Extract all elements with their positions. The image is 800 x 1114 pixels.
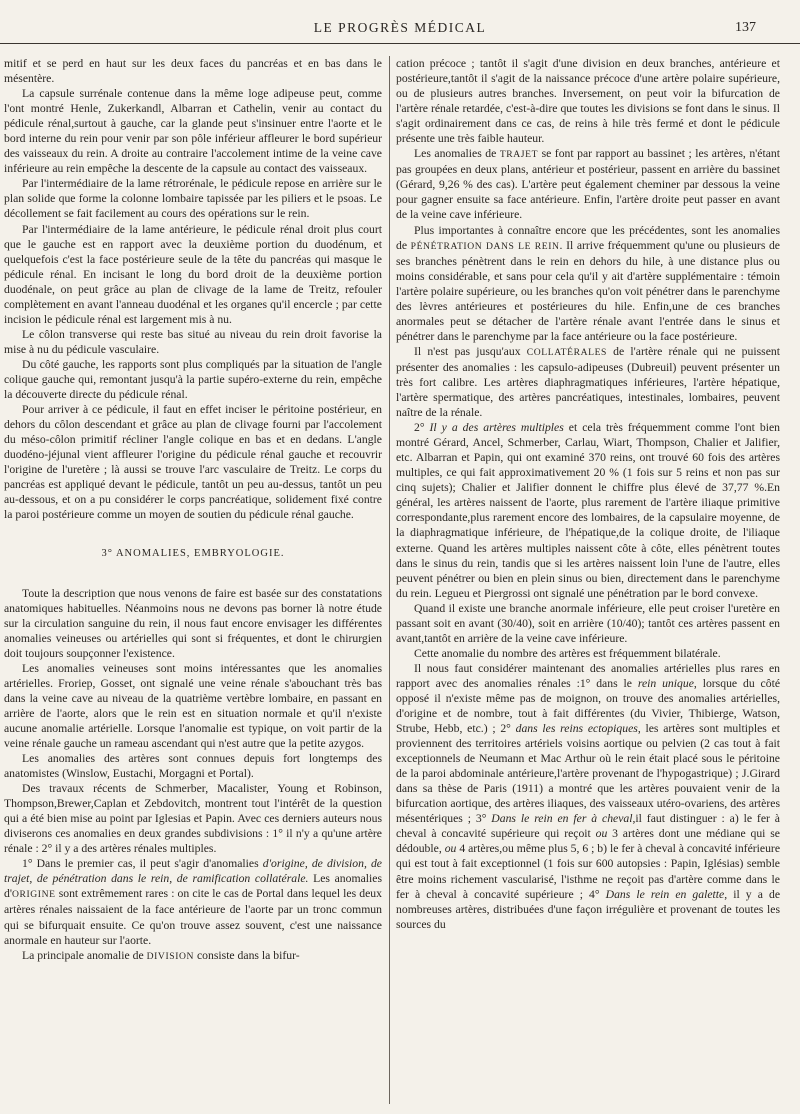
text-run: . Il arrive fréquemment qu'une ou plusieurs de ses branches pénètrent dans le rein en dehors du hile, à une distance plus ou moins considérable, et sans pour cela qu'il y ait d'artère supplémentaire : témoin l'artère polaire supérieure, ou les branches qu'on voit pénétrer dans le parenchyme des lèvres antérieures et postérieures du hile. Enfin,une de ces branches anormales peut se détacher de l'artère rénale avant l'entrée dans le sinus et pénétrer dans le parenchyme par la face antérieure ou la face postérieure. [396,238,780,343]
text-run: Il nous faut considérer maintenant des anomalies artérielles plus rares en rapport avec des anomalies rénales :1° dans le [396,661,780,690]
text-run: 2° [414,421,430,435]
small-caps-run: PÉNÉTRATION DANS LE REIN [410,240,560,252]
paragraph [396,661,780,932]
text-run: , lorsque du côté opposé il n'existe même pas de moignon, on trouve des anomalies artérielles, d'origine et de nombre, tout à fait différentes (du Vivier, Thibierge, Watson, Strube, Hebb, etc.) ; 2° [396,676,780,736]
paragraph: Toute la description que nous venons de faire est basée sur des constatations anatomiques habituelles. Néanmoins nous ne devons pas borner là notre étude sur la circulation sanguine du rein, il nous faut encore envisager les différentes anomalies veineuses ou artérielles qui sont si fréquentes, et dont le chirurgien doit toujours soupçonner l'existence. [4,586,382,660]
paragraph: Cette anomalie du nombre des artères est fréquemment bilatérale. [414,646,721,660]
small-caps-run: DIVISION [146,950,195,962]
paragraph [396,146,780,222]
small-caps-run: ORIGINE [11,889,56,901]
paragraph: Par l'intermédiaire de la lame antérieure, le pédicule rénal droit plus court que le gauche est en rapport avec la deuxième portion du duodénum, et quelquefois c'est la face postérieure seule de la tête du pancréas qui masque le pédicule rénal. En incisant le long du bord droit de la deuxième portion duodénale, on peut grâce au plan de clivage de la lame de Treitz, refouler complètement en avant l'anneau duodénal et les organes qu'il encercle ; par cette incision le pédicule rénal est largement mis à nu. [4,222,382,326]
text-run: Les anomalies de [414,147,500,161]
paragraph: Le côlon transverse qui reste bas situé au niveau du rein droit favorise la mise à nu du pédicule vasculaire. [4,327,382,356]
small-caps-run: TRAJET [499,149,539,161]
italic-run: Il y a des artères multiples [429,421,564,435]
italic-run: rein unique [637,676,694,690]
text-run: Plus importantes à connaître encore que les précédentes, sont les anomalies de [396,223,780,252]
paragraph: Par l'intermédiaire de la lame rétrorénale, le pédicule repose en arrière sur le plan solide que forme la colonne lombaire tapissée par les piliers et le psoas. Le décollement se fait facilement au cours des opérations sur le rein. [4,177,382,221]
journal-title: LE PROGRÈS MÉDICAL [313,20,487,35]
italic-run: dans les reins ectopiques [515,722,638,736]
small-caps-run: COLLATÉRALES [526,346,607,358]
italic-run: d'origine, de division, de trajet, de pénétration dans le rein, de ramification collatérale. [4,857,382,886]
paragraph [4,948,382,964]
text-run: de l'artère rénale qui ne puissent présenter des anomalies : les capsulo-adipeuses (Dubreuil) peuvent présenter un très fort calibre. Les artères diaphragmatiques inférieures, l'artère hépatique, l'artère spermatique, des artères pancréatiques, intestinales, lombaires, peuvent naître de la rénale. [396,344,780,420]
paragraph: Des travaux récents de Schmerber, Macalister, Young et Robinson, Thompson,Brewer,Caplan et Zebdovitch, montrent tout l'intérêt de la question qui a été bien mise au point par Iglesias et Papin. Avec ces derniers auteurs nous diviserons ces anomalies en deux grandes subdivisions : 1° il n'y a qu'une artère rénale : 2° il y a des artères rénales multiples. [4,782,382,856]
text-run: , il y a de nombreuses artères, distribuées d'une façon irrégulière et provenant de toutes les sources du [396,887,780,931]
text-run: , les artères sont multiples et proviennent des territoires artériels voisins aortique ou pelvien (2 cas tout à fait exceptionnels de Neumann et Mac Arthur où le rein était placé sous le péritoine de la paroi abdominale antérieure,l'artère provenant de l'hypogastrique) ; J.Girard dans sa thèse de Paris (1911) a montré que les artères pouvaient venir de la bifurcation aortique, des artères iliaques, des vaisseaux utéro-ovariens, des artères mésentériques ; 3° [396,722,780,826]
text-run: Les anomalies d' [4,872,382,901]
italic-run: ou [444,842,457,856]
column-separator [389,56,390,1104]
paragraph: Pour arriver à ce pédicule, il faut en effet inciser le péritoine postérieur, en dehors du côlon descendant et grâce au plan de clivage fourni par l'accolement du méso-côlon primitif récliner l'angle colique en bas et en dedans. L'angle duodéno-jéjunal vient affleurer l'origine du pédicule rénal gauche et recouvrir l'origine de l'uretère ; là aussi se trouve l'arc vasculaire de Treitz. Le corps du pancréas est appliqué devant le pédicule, tantôt un peu au-dessus, tantôt un peu au-dessous, et on a pu considérer le corps pancréatique, solidement fixé contre la paroi postérieure comme un moyen de soutien du pédicule rénal gauche. [4,403,382,522]
paragraph: Du côté gauche, les rapports sont plus compliqués par la situation de l'angle colique gauche qui, remontant jusqu'à la partie supéro-externe du rein, empêche la découverte directe du pédicule rénal. [4,357,382,402]
text-run: Il n'est pas jusqu'aux [414,344,527,358]
text-run: ,il faut distinguer : a) le fer à cheval à concavité supérieure qui reçoit [396,812,780,841]
section-heading: 3° ANOMALIES, EMBRYOLOGIE. [101,548,285,560]
paragraph: Quand il existe une branche anormale inférieure, elle peut croiser l'uretère en passant soit en avant (30/40), soit en arrière (10/40); tantôt ces artères passent en avant,tantôt en arrière de la veine cave inférieure. [396,601,780,645]
text-run: sont extrêmement rares : on cite le cas de Portal dans lequel les deux artères rénales naissaient de la face antérieure de l'aorte par un tronc commun qui se bifurquait ensuite. Ce qu'on trouve assez souvent, c'est une naissance anormale en hauteur sur l'aorte. [4,887,382,947]
italic-run: ou [595,827,608,841]
header-rule [0,43,800,44]
running-header [0,18,800,42]
page-number: 137 [735,20,756,35]
text-run: se font par rapport au bassinet ; les artères, n'étant pas groupées en deux plans, antérieur et postérieur, passent en arrière du bassinet (Gérard, 9,26 % des cas). L'artère peut également cheminer par dessous la veine pour gagner ensuite sa face antérieure. Enfin, l'artère droite peut passer en avant de la veine cave inférieure. [396,147,780,222]
paragraph: Les anomalies veineuses sont moins intéressantes que les anomalies artérielles. Froriep, Gosset, ont signalé une veine rénale s'abouchant très bas dans la veine cave au niveau de la quatrième vertèbre lombaire, en passant en arrière de l'aorte, alors que le rein est en situation normale et qu'il n'existe aucune anomalie artérielle. Lorsque l'anomalie est typique, on voit partir de la veine rénale gauche un rameau ascendant qui n'est autre que la petite azygos. [4,661,382,750]
text-run: 3 artères dont une médiane qui se dédouble, [396,827,780,856]
paragraph [396,223,780,344]
italic-run: Dans le rein en fer à cheval [491,812,633,826]
paragraph [396,344,780,420]
paragraph: Les anomalies des artères sont connues depuis fort longtemps des anatomistes (Winslow, Eustachi, Morgagni et Portal). [4,752,382,781]
paragraph: mitif et se perd en haut sur les deux faces du pancréas et en bas dans le mésentère. [4,57,382,86]
text-run: La principale anomalie de [22,948,147,962]
text-run: consiste dans la bifur- [194,948,300,962]
paragraph: La capsule surrénale contenue dans la même loge adipeuse peut, comme l'ont montré Henle, Zukerkandl, Albarran et Cathelin, venir au contact du pédicule rénal,surtout à gauche, car la glande peut s'insinuer entre l'aorte et le bord interne du rein pour venir par son pôle inférieur affleurer le bord supérieur des vaisseaux du rein. A droite au contraire l'accolement intime de la veine cave inférieure au rein empêche la descente de la capsule au contact des vaisseaux. [4,87,382,176]
right-column [396,56,780,1106]
text-run: 4 artères,ou même plus 5, 6 ; b) le fer à cheval à concavité inférieure qui est tout à fait exceptionnel (1 fois sur 600 autopsies : Papin, Iglésias) semble être moins richement vascularisé, l'isthme ne reçoit pas d'artère comme dans le fer à cheval à concavité supérieure ; 4° [396,842,780,901]
paragraph [396,420,780,601]
text-run: 1° Dans le premier cas, il peut s'agir d'anomalies [22,857,263,871]
left-column [4,56,382,1106]
paragraph: cation précoce ; tantôt il s'agit d'une division en deux branches, antérieure et postérieure,tantôt il s'agit de la naissance précoce d'une artère polaire supérieure, ou de plusieurs autres branches. Inversement, on peut voir la bifurcation de l'artère rénale retardée, c'est-à-dire que toutes les divisions se font dans le sinus. Il s'agit ordinairement dans ce cas, de reins à hile très fermé et dont le pédicule présente une très faible hauteur. [396,57,780,146]
italic-run: Dans le rein en galette [605,887,725,901]
paragraph [4,856,382,947]
text-run: et cela très fréquemment comme l'ont bien montré Gérard, Ancel, Schmerber, Carlau, Wiart, Thompson, Chalier et Jalifier, etc. Albarran et Papin, qui ont examiné 370 reins, ont trouvé 60 fois des artères multiples, ce qui fait approximativement 20 % (1 fois sur 5 reins et non pas sur cinq sujets); Chalier et Jalifier donnent le chiffre plus élevé de 37,77 %.En général, les artères naissent de l'aorte, plus rarement de l'artère iliaque primitive correspondante,plus rarement encore des lombaires, de la capsulaire moyenne, de la diaphragmatique inférieure, de l'hépatique,de la colique droite, de l'iliaque externe. Quand les artères multiples naissent côte à côte, elles pénètrent toutes dans le sinus du rein, tandis que si les artères naissent loin l'une de l'autre, elles peuvent pénétrer ou bien en plein sinus ou bien, directement dans le parenchyme du rein. Legueu et Piergrossi ont signalé une pénétration par le bord convexe. [396,421,780,600]
